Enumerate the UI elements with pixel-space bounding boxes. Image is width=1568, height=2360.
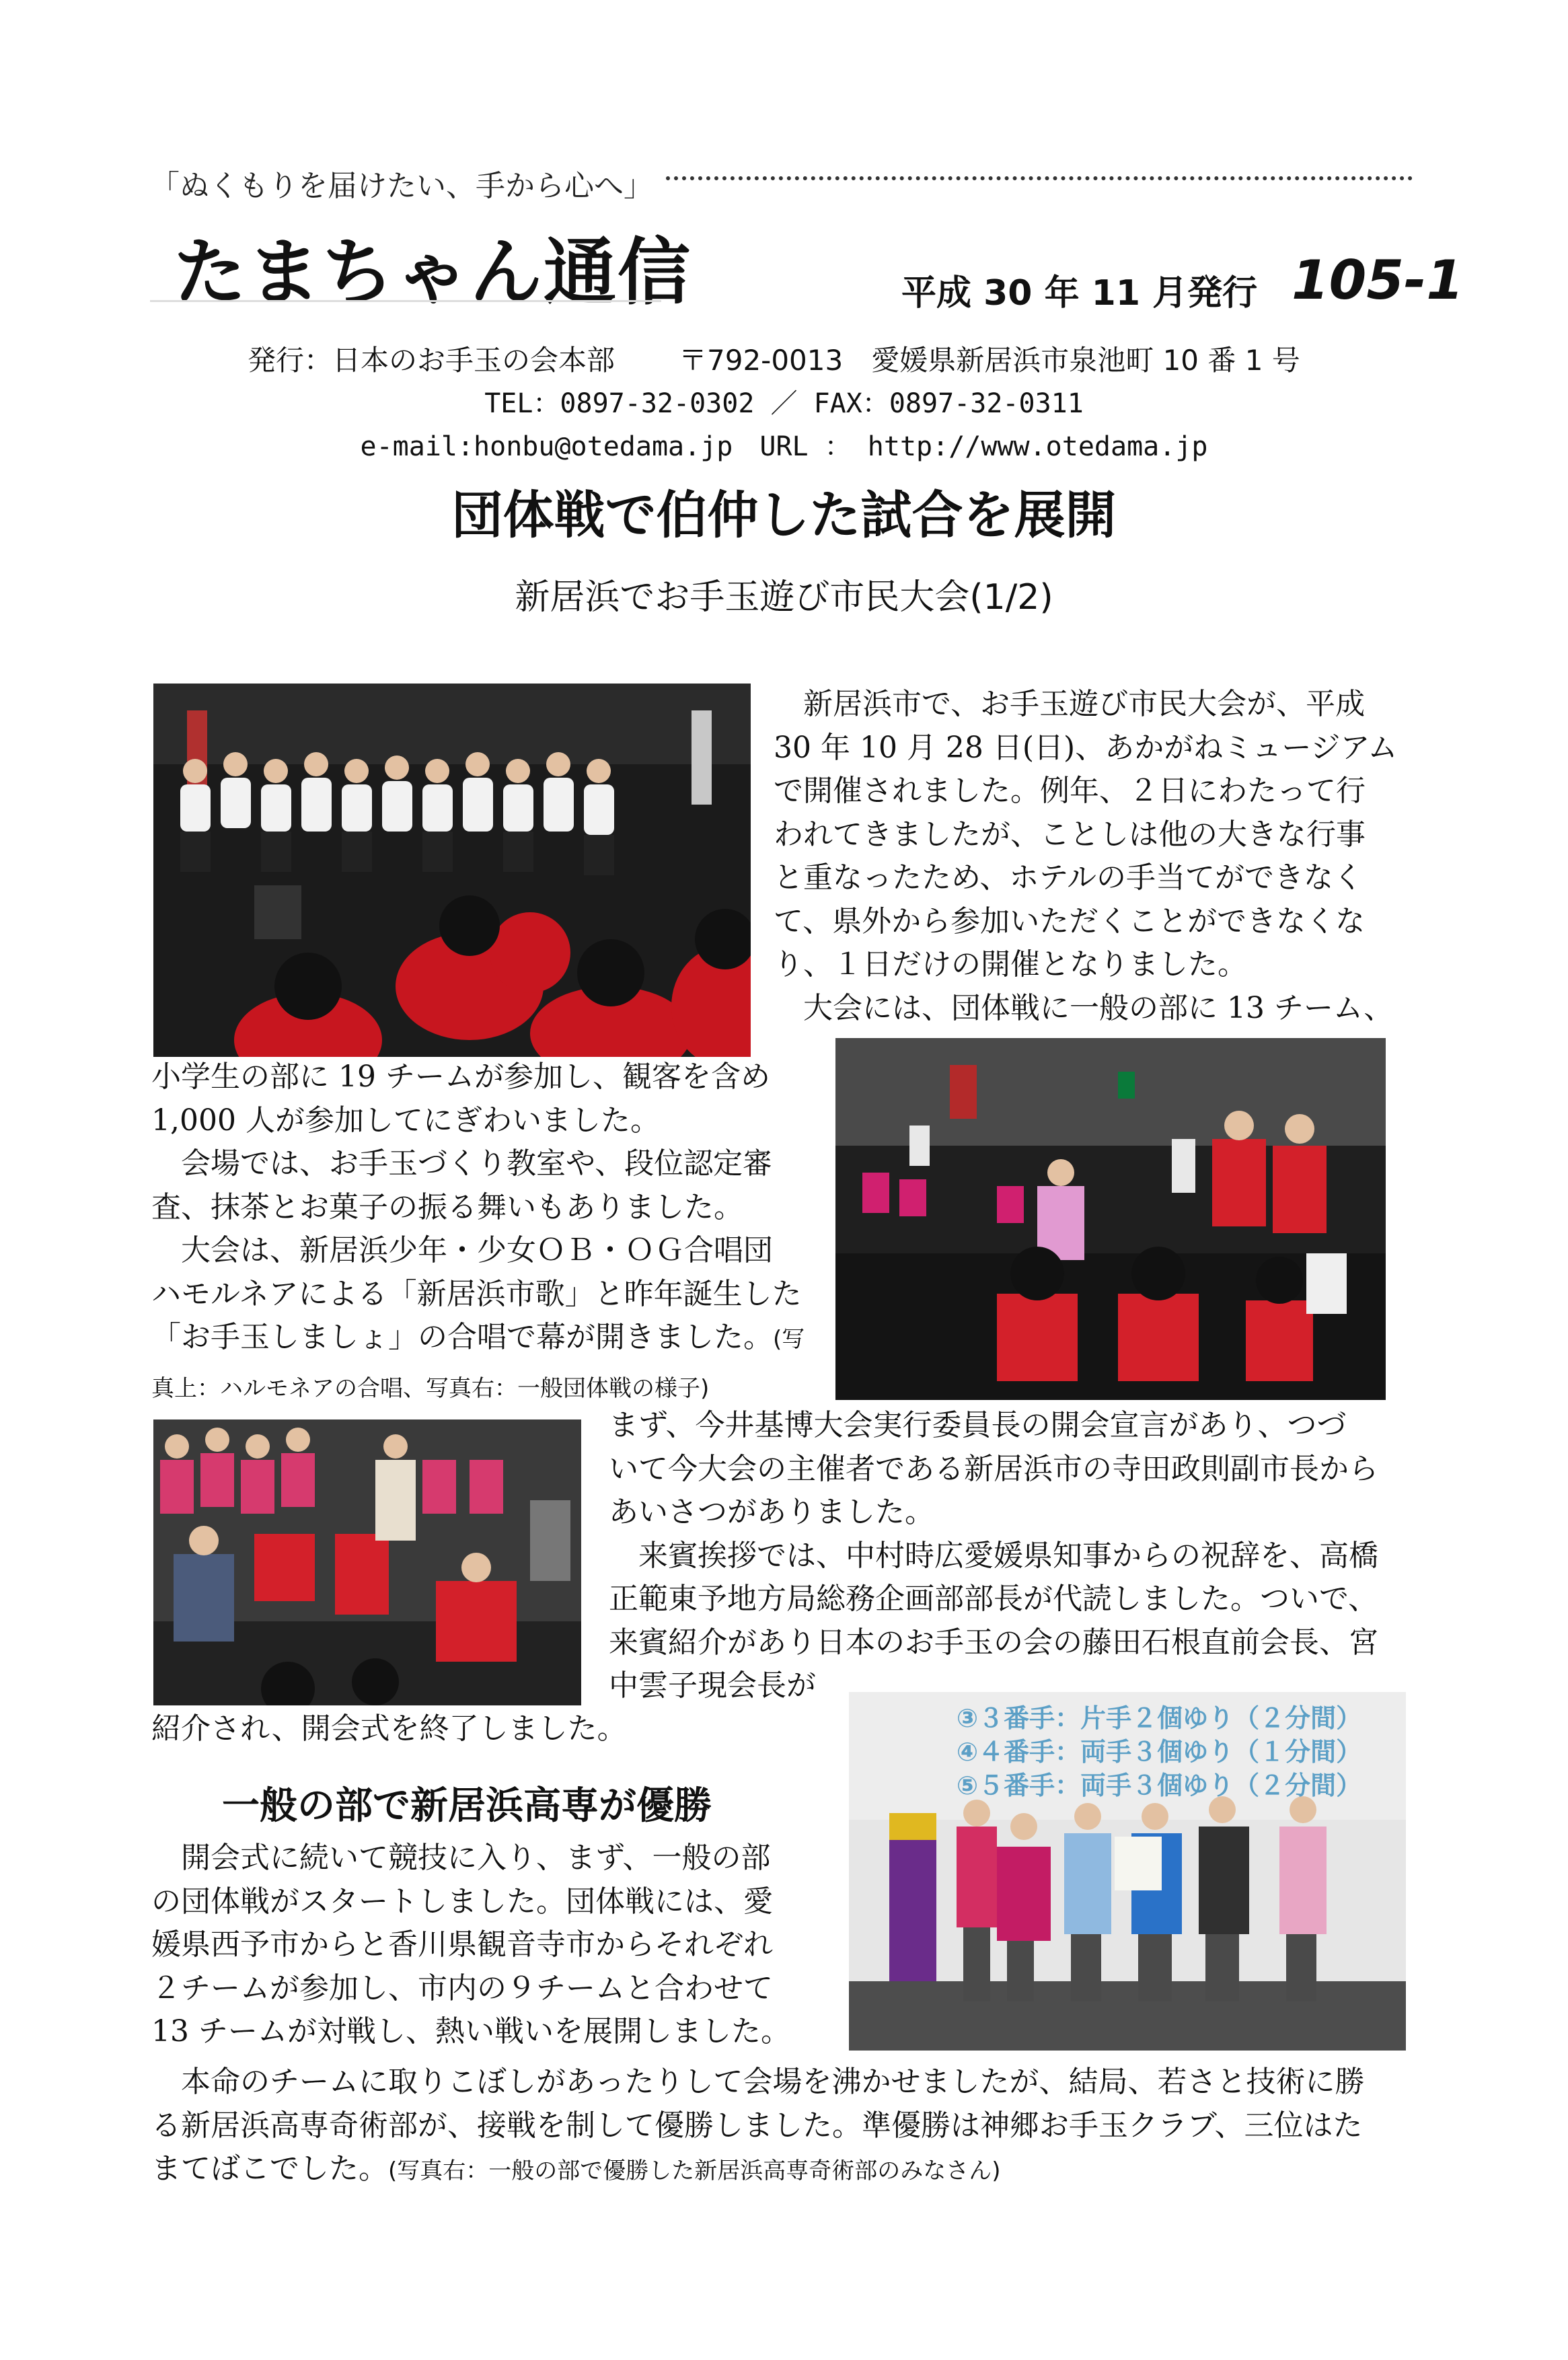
- text-line: ハモルネアによる「新居浜市歌」と昨年誕生した: [151, 1276, 802, 1311]
- crowd-photo: [153, 1419, 581, 1705]
- issue-date: 平成 30 年 11 月発行: [901, 273, 1258, 314]
- text-line: 会場では、お手玉づくり教室や、段位認定審: [151, 1146, 773, 1181]
- text-line: われてきましたが、ことしは他の大きな行事: [774, 817, 1366, 852]
- text-line: 媛県西予市からと香川県観音寺市からそれぞれ: [151, 1927, 773, 1962]
- team-match-photo: [835, 1038, 1386, 1400]
- text-line: 13 チームが対戦し、熱い戦いを展開しました。: [151, 2014, 790, 2049]
- text-line: 査、抹茶とお菓子の振る舞いもありました。: [151, 1189, 743, 1224]
- tagline: 「ぬくもりを届けたい、手から心へ」: [150, 169, 653, 203]
- text-line: 「お手玉しましょ」の合唱で幕が開きました。: [151, 1320, 773, 1354]
- text-line: 正範東予地方局総務企画部部長が代読しました。ついで、: [609, 1582, 1378, 1616]
- caption-2: (写真右：一般の部で優勝した新居浜高専奇術部のみなさん): [388, 2158, 1001, 2184]
- text-line: り、１日だけの開催となりました。: [774, 947, 1247, 982]
- publisher: 発行：日本のお手玉の会本部: [248, 344, 615, 377]
- text-line: いて今大会の主催者である新居浜市の寺田政則副市長から: [609, 1451, 1378, 1486]
- text-line: 30 年 10 月 28 日(日)、あかがねミュージアム: [774, 730, 1398, 765]
- article-paragraph-3: [609, 1404, 1378, 1708]
- text-line: 大会には、団体戦に一般の部に 13 チーム、: [774, 990, 1394, 1025]
- text-line: あいさつがありました。: [609, 1495, 934, 1529]
- article-paragraph-2: [151, 1056, 805, 1362]
- masthead-title: たまちゃん通信: [174, 231, 692, 315]
- email-url: e-mail:honbu@otedama.jp URL ： http://www.otedama.jp: [360, 431, 1208, 462]
- choir-photo: [153, 684, 751, 1057]
- publisher-line: [248, 338, 1300, 379]
- article-paragraph-3-end: 紹介され、開会式を終了しました。: [151, 1711, 627, 1746]
- screen-line-5: ⑤５番手：両手３個ゆり（２分間）: [957, 1771, 1362, 1800]
- article-headline: 団体戦で伯仲した試合を展開: [451, 485, 1117, 545]
- phone-fax: TEL：0897-32-0302 ／ FAX：0897-32-0311: [484, 388, 1084, 419]
- article-paragraph-1: [774, 683, 1397, 1030]
- text-line: 大会は、新居浜少年・少女ＯＢ・ＯＧ合唱団: [151, 1233, 773, 1267]
- text-line: 来賓紹介があり日本のお手玉の会の藤田石根直前会長、宮: [609, 1625, 1378, 1660]
- text-line: で開催されました。例年、２日にわたって行: [774, 774, 1366, 808]
- text-line: 開会式に続いて競技に入り、まず、一般の部: [151, 1841, 771, 1875]
- text-line: 新居浜市で、お手玉遊び市民大会が、平成: [774, 687, 1366, 721]
- text-line: の団体戦がスタートしました。団体戦には、愛: [151, 1884, 773, 1919]
- text-line: て、県外から参加いただくことができなくな: [774, 904, 1366, 938]
- text-line: と重なったため、ホテルの手当てができなく: [774, 860, 1364, 895]
- text-line: る新居浜高専奇術部が、接戦を制して優勝しました。準優勝は神郷お手玉クラブ、三位はた: [151, 2108, 1363, 2143]
- caption-1-start: (写: [773, 1326, 805, 1353]
- caption-1: 真上：ハルモネアの合唱、写真右：一般団体戦の様子): [151, 1375, 710, 1402]
- section-heading: 一般の部で新居浜高専が優勝: [222, 1783, 712, 1828]
- article-subheadline: 新居浜でお手玉遊び市民大会(1/2): [515, 577, 1053, 618]
- address: 〒792-0013 愛媛県新居浜市泉池町 10 番 1 号: [679, 344, 1300, 377]
- screen-line-4: ④４番手：両手３個ゆり（１分間）: [957, 1737, 1362, 1767]
- text-line: まてばこでした。: [151, 2151, 388, 2186]
- winners-photo: [849, 1692, 1406, 2051]
- text-line: 1,000 人が参加してにぎわいました。: [151, 1103, 660, 1138]
- dotted-rule: [666, 176, 1413, 180]
- text-line: 来賓挨拶では、中村時広愛媛県知事からの祝辞を、高橋: [609, 1538, 1378, 1573]
- masthead-underline: [150, 300, 661, 302]
- article-paragraph-4: [151, 1837, 790, 2054]
- screen-line-3: ③３番手：片手２個ゆり（２分間）: [957, 1703, 1362, 1733]
- text-line: 本命のチームに取りこぼしがあったりして会場を沸かせましたが、結局、若さと技術に勝: [151, 2065, 1365, 2099]
- article-paragraph-5: [151, 2061, 1365, 2193]
- text-line: 中雲子現会長が: [609, 1668, 816, 1703]
- text-line: ２チームが参加し、市内の９チームと合わせて: [151, 1970, 773, 2005]
- text-line: 小学生の部に 19 チームが参加し、観客を含め: [151, 1060, 770, 1094]
- text-line: まず、今井基博大会実行委員長の開会宣言があり、つづ: [609, 1408, 1347, 1442]
- issue-number: 105-1: [1292, 249, 1464, 311]
